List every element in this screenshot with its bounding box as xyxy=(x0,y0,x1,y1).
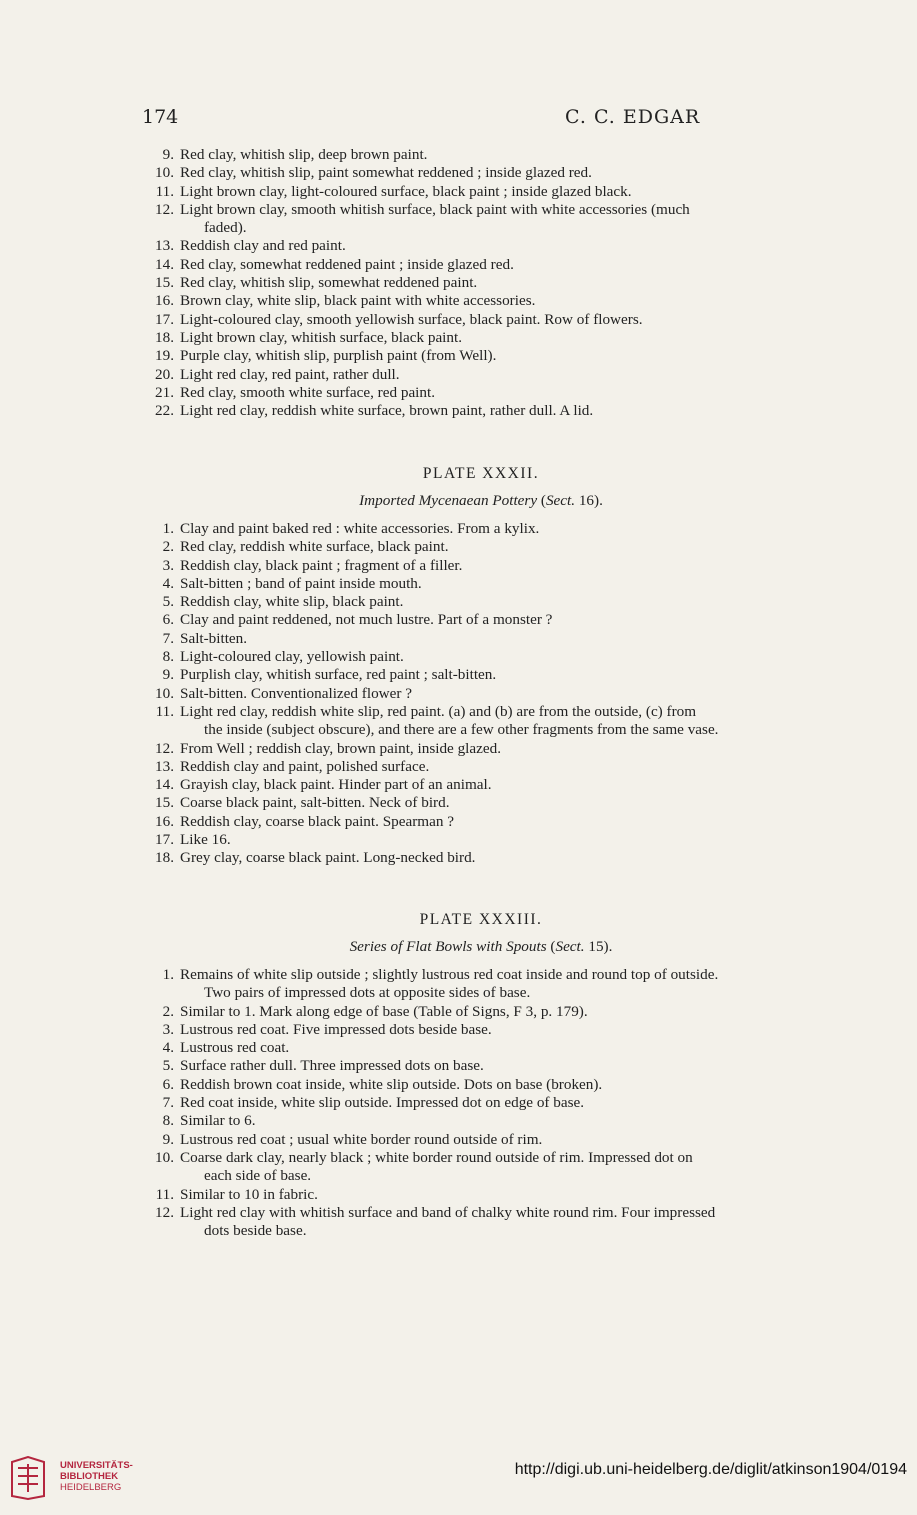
item-description xyxy=(180,1112,822,1130)
list-item xyxy=(140,966,822,1003)
item-description xyxy=(180,311,822,329)
item-number: 17. xyxy=(155,831,174,849)
item-text: Red coat inside, white slip outside. Impressed dot on edge of base. xyxy=(180,1094,585,1112)
item-description xyxy=(180,1094,822,1112)
list-item xyxy=(140,1094,822,1112)
item-continuation: Two pairs of impressed dots at opposite sides of base. xyxy=(204,984,531,1002)
plate-xxxiii-subtitle: Series of Flat Bowls with Spouts (Sect. 15). xyxy=(349,938,613,955)
item-description xyxy=(180,966,822,1003)
list-item xyxy=(140,164,822,182)
item-description xyxy=(180,575,822,593)
item-text: Reddish clay and paint, polished surface. xyxy=(180,757,430,775)
item-text: Clay and paint baked red : white accessories. From a kylix. xyxy=(180,520,540,537)
item-text: Coarse black paint, salt-bitten. Neck of bird. xyxy=(180,794,450,812)
item-text: Clay and paint reddened, not much lustre. Part of a monster ? xyxy=(180,611,553,629)
item-text: Reddish brown coat inside, white slip outside. Dots on base (broken). xyxy=(180,1075,603,1093)
item-number: 16. xyxy=(155,292,174,310)
item-number: 4. xyxy=(162,1039,174,1057)
list-item xyxy=(140,557,822,575)
item-text: Coarse dark clay, nearly black ; white border round outside of rim. Impressed dot on xyxy=(180,1148,693,1166)
list-item xyxy=(140,703,822,740)
logo-line-2: BIBLIOTHEK xyxy=(60,1471,119,1482)
item-description xyxy=(180,292,822,310)
item-text: Light brown clay, light-coloured surface, black paint ; inside glazed black. xyxy=(180,182,632,200)
logo-line-3: HEIDELBERG xyxy=(60,1482,122,1493)
list-item xyxy=(140,1057,822,1075)
item-number: 12. xyxy=(155,739,174,757)
item-description xyxy=(180,366,822,384)
item-text: Red clay, whitish slip, somewhat reddened paint. xyxy=(180,274,478,292)
item-description xyxy=(180,593,822,611)
plate-xxxiii-list xyxy=(140,966,822,1240)
item-description xyxy=(180,1057,822,1075)
list-item xyxy=(140,1076,822,1094)
item-number: 8. xyxy=(162,648,174,666)
list-item xyxy=(140,256,822,274)
page-number: 174 xyxy=(142,106,179,128)
item-description xyxy=(180,1003,822,1021)
plate-xxxiii-subtitle-sect: Sect. xyxy=(555,938,585,955)
page-header xyxy=(140,106,830,134)
item-description xyxy=(180,611,822,629)
list-item xyxy=(140,648,822,666)
item-text: Lustrous red coat. xyxy=(180,1039,290,1057)
item-number: 13. xyxy=(155,237,174,255)
running-head: C. C. EDGAR xyxy=(565,106,701,128)
item-description xyxy=(180,237,822,255)
item-text: Purple clay, whitish slip, purplish paint (from Well). xyxy=(180,347,497,365)
item-number: 12. xyxy=(155,200,174,218)
item-number: 8. xyxy=(162,1112,174,1130)
item-number: 6. xyxy=(162,1075,174,1093)
item-number: 19. xyxy=(155,347,174,365)
item-text: Light red clay with whitish surface and band of chalky white round rim. Four impressed xyxy=(180,1203,716,1221)
list-item xyxy=(140,630,822,648)
item-number: 9. xyxy=(162,1130,174,1148)
list-item xyxy=(140,849,822,867)
item-description xyxy=(180,703,822,740)
list-item xyxy=(140,347,822,365)
library-logo-icon xyxy=(8,1456,48,1500)
item-text: Reddish clay, coarse black paint. Spearman ? xyxy=(180,812,454,830)
list-item xyxy=(140,1021,822,1039)
item-text: Similar to 10 in fabric. xyxy=(180,1185,318,1203)
item-number: 17. xyxy=(155,310,174,328)
item-description xyxy=(180,758,822,776)
list-item xyxy=(140,831,822,849)
item-description xyxy=(180,1186,822,1204)
item-text: Reddish clay and red paint. xyxy=(180,237,346,255)
list-item xyxy=(140,237,822,255)
item-number: 11. xyxy=(155,182,174,200)
item-description xyxy=(180,685,822,703)
plate-xxxii-title: PLATE XXXII. xyxy=(422,465,540,482)
item-text: Reddish clay, black paint ; fragment of a filler. xyxy=(180,556,463,574)
item-number: 14. xyxy=(155,776,174,794)
item-text: From Well ; reddish clay, brown paint, inside glazed. xyxy=(180,739,502,757)
item-description xyxy=(180,1131,822,1149)
list-item xyxy=(140,611,822,629)
item-text: Purplish clay, whitish surface, red paint ; salt-bitten. xyxy=(180,666,497,684)
item-number: 18. xyxy=(155,328,174,346)
item-description xyxy=(180,1021,822,1039)
item-description xyxy=(180,831,822,849)
item-text: Remains of white slip outside ; slightly lustrous red coat inside and round top of outside. xyxy=(180,966,719,983)
item-number: 2. xyxy=(162,538,174,556)
list-item xyxy=(140,1131,822,1149)
item-text: Similar to 6. xyxy=(180,1112,256,1130)
item-number: 15. xyxy=(155,794,174,812)
plate-xxxii-subtitle-rest: 16). xyxy=(578,492,603,509)
item-continuation: faded). xyxy=(204,219,247,237)
item-text: Light red clay, reddish white slip, red paint. (a) and (b) are from the outside, (c) from xyxy=(180,702,697,720)
item-number: 7. xyxy=(162,1094,174,1112)
plate-xxxii-list xyxy=(140,520,822,868)
item-description xyxy=(180,1076,822,1094)
list-item xyxy=(140,311,822,329)
item-text: Red clay, smooth white surface, red paint. xyxy=(180,383,436,401)
list-item xyxy=(140,740,822,758)
item-text: Red clay, whitish slip, paint somewhat reddened ; inside glazed red. xyxy=(180,164,592,182)
list-item xyxy=(140,538,822,556)
item-description xyxy=(180,630,822,648)
plate-xxxiii-title: PLATE XXXIII. xyxy=(419,911,543,928)
item-text: Light red clay, red paint, rather dull. xyxy=(180,365,400,383)
logo-line-1: UNIVERSITÄTS- xyxy=(60,1460,133,1471)
item-number: 13. xyxy=(155,757,174,775)
item-number: 11. xyxy=(155,1185,174,1203)
item-text: Light-coloured clay, yellowish paint. xyxy=(180,648,404,666)
item-text: Similar to 1. Mark along edge of base (Table of Signs, F 3, p. 179). xyxy=(180,1002,588,1020)
list-item xyxy=(140,201,822,238)
item-text: Grey clay, coarse black paint. Long-necked bird. xyxy=(180,849,476,867)
list-item xyxy=(140,1149,822,1186)
list-item xyxy=(140,794,822,812)
plate-xxxii-subtitle-italic: Imported Mycenaean Pottery xyxy=(359,492,538,509)
item-description xyxy=(180,849,822,867)
item-text: Surface rather dull. Three impressed dots on base. xyxy=(180,1057,484,1075)
item-text: Grayish clay, black paint. Hinder part of an animal. xyxy=(180,776,492,794)
item-number: 9. xyxy=(162,666,174,684)
item-description xyxy=(180,813,822,831)
library-logo-text xyxy=(60,1460,133,1493)
item-description xyxy=(180,794,822,812)
plate-xxxiii-subtitle-italic: Series of Flat Bowls with Spouts xyxy=(349,938,547,955)
item-number: 12. xyxy=(155,1203,174,1221)
item-description xyxy=(180,1149,822,1186)
item-description xyxy=(180,402,822,420)
list-item xyxy=(140,292,822,310)
item-description xyxy=(180,1039,822,1057)
item-number: 10. xyxy=(155,164,174,182)
list-continued xyxy=(140,146,822,420)
item-number: 20. xyxy=(155,365,174,383)
item-description xyxy=(180,256,822,274)
item-description xyxy=(180,329,822,347)
item-number: 3. xyxy=(162,1020,174,1038)
item-text: Lustrous red coat ; usual white border round outside of rim. xyxy=(180,1130,543,1148)
item-text: Salt-bitten ; band of paint inside mouth. xyxy=(180,574,422,592)
item-number: 6. xyxy=(162,611,174,629)
item-text: Like 16. xyxy=(180,831,231,849)
item-description xyxy=(180,520,822,538)
list-item xyxy=(140,685,822,703)
item-description xyxy=(180,740,822,758)
list-item xyxy=(140,183,822,201)
list-item xyxy=(140,146,822,164)
item-description xyxy=(180,666,822,684)
item-description xyxy=(180,384,822,402)
item-number: 5. xyxy=(162,593,174,611)
plate-xxxii-subtitle: Imported Mycenaean Pottery (Sect. 16). xyxy=(359,492,603,509)
list-item xyxy=(140,813,822,831)
item-description xyxy=(180,538,822,556)
item-number: 5. xyxy=(162,1057,174,1075)
item-number: 2. xyxy=(162,1002,174,1020)
item-description xyxy=(180,776,822,794)
list-item xyxy=(140,1204,822,1241)
item-number: 11. xyxy=(155,702,174,720)
list-item xyxy=(140,758,822,776)
item-text: Red clay, reddish white surface, black paint. xyxy=(180,538,449,556)
item-continuation: each side of base. xyxy=(204,1167,312,1185)
item-number: 10. xyxy=(155,684,174,702)
item-number: 9. xyxy=(162,146,174,163)
item-number: 3. xyxy=(162,556,174,574)
item-number: 22. xyxy=(155,402,174,420)
item-text: Salt-bitten. Conventionalized flower ? xyxy=(180,684,412,702)
item-number: 1. xyxy=(162,966,174,983)
item-text: Red clay, whitish slip, deep brown paint. xyxy=(180,146,428,163)
item-description xyxy=(180,183,822,201)
item-text: Light brown clay, smooth whitish surface, black paint with white accessories (much xyxy=(180,200,690,218)
item-continuation: the inside (subject obscure), and there are a few other fragments from the same vase. xyxy=(204,721,719,739)
list-item xyxy=(140,274,822,292)
item-text: Light brown clay, whitish surface, black paint. xyxy=(180,328,463,346)
item-number: 4. xyxy=(162,574,174,592)
item-number: 10. xyxy=(155,1148,174,1166)
item-number: 16. xyxy=(155,812,174,830)
item-number: 14. xyxy=(155,255,174,273)
list-item xyxy=(140,329,822,347)
list-item xyxy=(140,776,822,794)
list-item xyxy=(140,520,822,538)
item-number: 21. xyxy=(155,383,174,401)
item-text: Lustrous red coat. Five impressed dots beside base. xyxy=(180,1020,492,1038)
item-description xyxy=(180,201,822,238)
item-text: Light-coloured clay, smooth yellowish surface, black paint. Row of flowers. xyxy=(180,310,643,328)
item-description xyxy=(180,347,822,365)
item-text: Salt-bitten. xyxy=(180,629,248,647)
list-item xyxy=(140,366,822,384)
library-logo[interactable] xyxy=(8,1456,208,1504)
item-number: 7. xyxy=(162,629,174,647)
list-item xyxy=(140,666,822,684)
list-item xyxy=(140,384,822,402)
item-text: Red clay, somewhat reddened paint ; inside glazed red. xyxy=(180,255,514,273)
list-item xyxy=(140,1003,822,1021)
item-description xyxy=(180,557,822,575)
list-item xyxy=(140,593,822,611)
footer-url[interactable]: http://digi.ub.uni-heidelberg.de/diglit/atkinson1904/0194 xyxy=(514,1461,907,1478)
item-description xyxy=(180,274,822,292)
item-text: Brown clay, white slip, black paint with white accessories. xyxy=(180,292,536,310)
item-continuation: dots beside base. xyxy=(204,1222,307,1240)
list-item xyxy=(140,1186,822,1204)
item-number: 18. xyxy=(155,849,174,867)
list-item xyxy=(140,1039,822,1057)
item-text: Reddish clay, white slip, black paint. xyxy=(180,593,404,611)
list-item xyxy=(140,575,822,593)
plate-xxxiii-subtitle-rest: 15). xyxy=(588,938,613,955)
plate-xxxii-subtitle-sect: Sect. xyxy=(545,492,576,509)
list-item xyxy=(140,1112,822,1130)
item-number: 15. xyxy=(155,274,174,292)
item-description xyxy=(180,1204,822,1241)
list-item xyxy=(140,402,822,420)
item-description xyxy=(180,648,822,666)
item-description xyxy=(180,164,822,182)
item-number: 1. xyxy=(162,520,174,537)
item-description xyxy=(180,146,822,164)
item-text: Light red clay, reddish white surface, brown paint, rather dull. A lid. xyxy=(180,402,594,420)
